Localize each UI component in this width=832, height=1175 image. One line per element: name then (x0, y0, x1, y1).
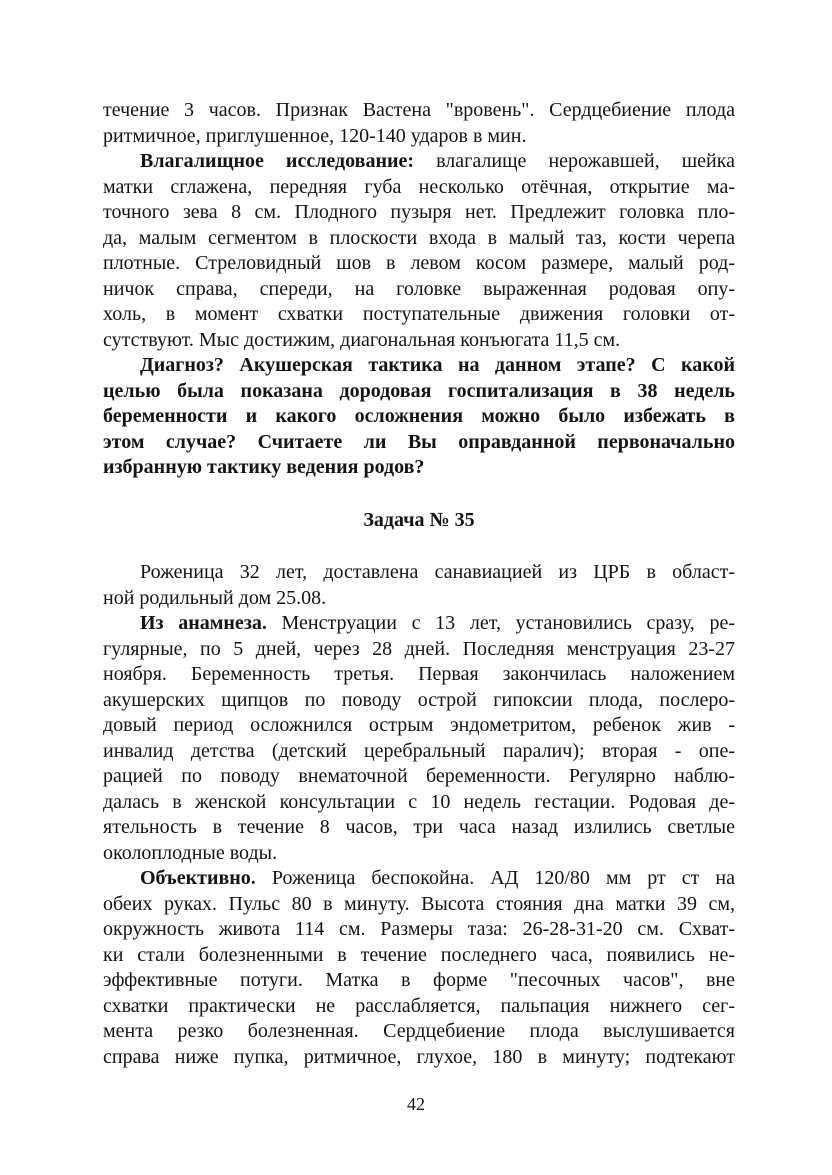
text-line: ноября. Беременность третья. Первая закончилась наложением (103, 663, 735, 685)
text-line: эффективные потуги. Матка в форме "песочных часов", вне (103, 969, 735, 991)
text-line: ки стали болезненными в течение последнего часа, появились не- (103, 943, 735, 966)
text-line (103, 149, 735, 175)
text-line: мента резко болезненная. Сердцебиение плода выслушивается (103, 1020, 735, 1042)
text-line: инвалид детства (детский церебральный паралич); вторая - опе- (103, 739, 735, 762)
text-fragment: влагалище нерожавшей, шейка (414, 150, 735, 172)
text-line: да, малым сегментом в плоскости входа в малый таз, кости черепа (103, 226, 735, 249)
section-lead: Из анамнеза. (140, 612, 267, 634)
text-line: рацией по поводу внематочной беременности. Регулярно наблю- (103, 765, 735, 787)
text-line: окружность живота 114 см. Размеры таза: 26-28-31-20 см. Схват- (103, 918, 735, 940)
page-text (103, 98, 735, 1070)
text-line: ритмичное, приглушенное, 120-140 ударов в мин. (103, 124, 527, 147)
question-line: беременности и какого осложнения можно было избежать в (103, 405, 735, 427)
text-line: ной родильный дом 25.08. (103, 586, 327, 609)
text-line: точного зева 8 см. Плодного пузыря нет. Предлежит головка пло- (103, 201, 735, 223)
question-line: Диагноз? Акушерская тактика на данном этапе? С какой (140, 354, 735, 376)
text-line: плотные. Стреловидный шов в левом косом размере, малый род- (103, 252, 735, 274)
text-line: сутствуют. Мыс достижим, диагональная конъюгата 11,5 см. (103, 328, 621, 351)
section-lead: Объективно. (140, 867, 256, 889)
text-line: ничок справа, спереди, на головке выраженная родовая опу- (103, 277, 735, 300)
question-line: целью была показана дородовая госпитализация в 38 недель (103, 379, 735, 402)
question-line: этом случае? Считаете ли Вы оправданной первоначально (103, 430, 735, 453)
text-line: акушерских щипцов по поводу острой гипоксии плода, послеро- (103, 688, 735, 711)
section-lead: Влагалищное исследование: (140, 150, 415, 172)
text-line: ятельность в течение 8 часов, три часа назад излились светлые (103, 816, 735, 838)
text-line: Роженица 32 лет, доставлена санавиацией из ЦРБ в област- (140, 561, 735, 583)
text-fragment: Менструации с 13 лет, установились сразу, ре- (266, 612, 735, 634)
text-line: далась в женской консультации с 10 недель гестации. Родовая де- (103, 790, 735, 813)
text-line: схватки практически не расслабляется, пальпация нижнего сег- (103, 994, 735, 1017)
text-line (103, 611, 735, 637)
question-line: избранную тактику ведения родов? (103, 456, 425, 478)
text-line: околоплодные воды. (103, 841, 278, 864)
text-line: довый период осложнился острым эндометритом, ребенок жив - (103, 714, 735, 736)
text-line: гулярные, по 5 дней, через 28 дней. Последняя менструация 23-27 (103, 637, 735, 660)
text-line: матки сглажена, передняя губа несколько отёчная, открытие ма- (103, 175, 735, 198)
page-number: 42 (407, 1094, 425, 1114)
text-line (103, 866, 735, 892)
text-line: обеих руках. Пульс 80 в минуту. Высота стояния дна матки 39 см, (103, 892, 735, 915)
text-fragment: Роженица беспокойна. АД 120/80 мм рт ст на (255, 867, 735, 889)
text-line: справа ниже пупка, ритмичное, глухое, 180 в минуту; подтекают (103, 1045, 735, 1068)
text-line: холь, в момент схватки поступательные движения головки от- (103, 303, 735, 325)
text-line: течение 3 часов. Признак Вастена "вровень". Сердцебиение плода (103, 99, 735, 121)
task-heading: Задача № 35 (363, 508, 475, 531)
